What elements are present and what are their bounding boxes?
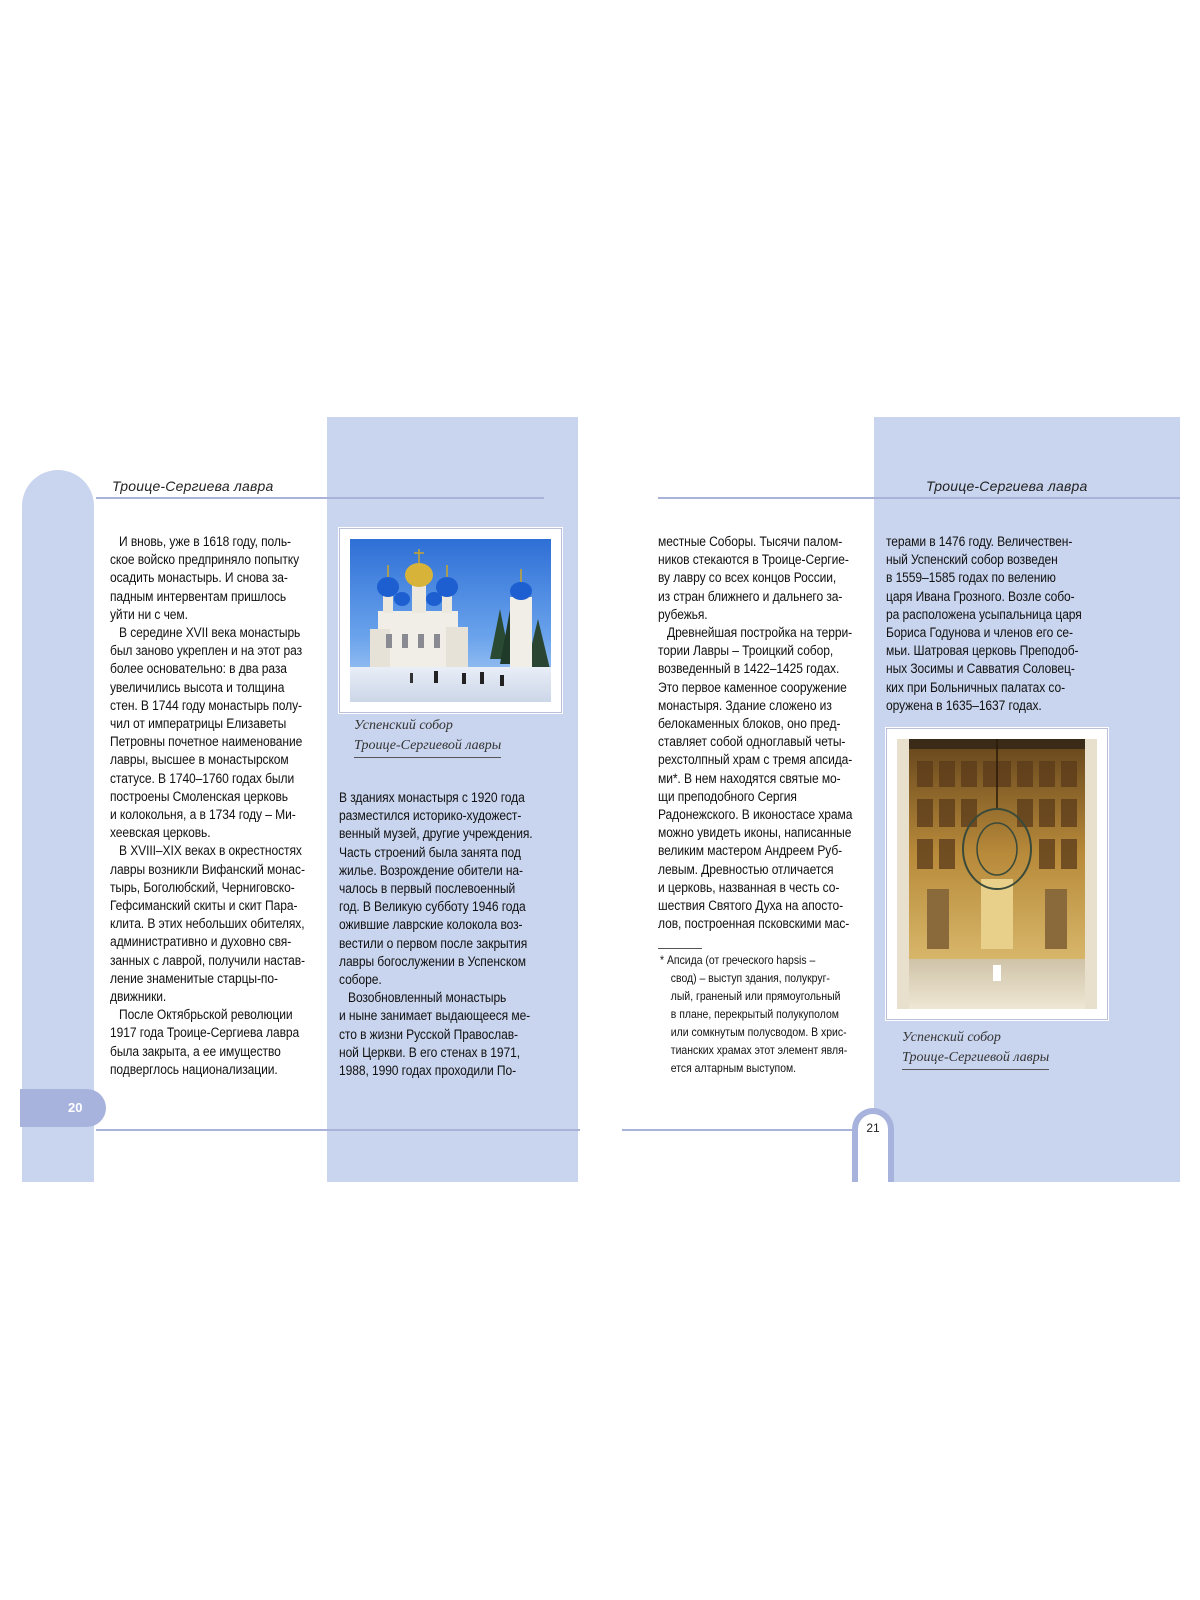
text-line: местные Соборы. Тысячи палом- <box>658 534 843 549</box>
text-line: построены Смоленская церковь <box>110 788 288 804</box>
text-line: чил от императрицы Елизаветы <box>110 716 287 732</box>
text-line: тианских храмах этот элемент явля- <box>670 1044 848 1057</box>
text-line: лавры возникли Вифанский монас- <box>110 861 305 877</box>
left-header-rule <box>96 497 544 499</box>
text-line: рубежья. <box>658 606 708 622</box>
text-line: щи преподобного Сергия <box>658 788 797 804</box>
text-line: был заново укреплен и на этот раз <box>110 643 303 659</box>
text-line: вестили о первом после закрытия <box>339 935 528 951</box>
caption-line-2: Троице-Сергиевой лавры <box>354 736 501 758</box>
text-line: сто в жизни Русской Православ- <box>339 1026 518 1042</box>
caption-line-1: Успенский собор <box>902 1030 1001 1045</box>
text-line: * Апсида (от греческого hapsis – <box>660 954 816 967</box>
text-line: лавры, высшее в монастырском <box>110 752 289 768</box>
text-line: движники. <box>110 989 167 1005</box>
text-line: ный Успенский собор возведен <box>886 552 1058 568</box>
text-line: терами в 1476 году. Величествен- <box>886 534 1073 549</box>
text-line: Возобновленный монастырь <box>348 990 507 1006</box>
text-line: ми*. В нем находятся святые мо- <box>658 770 841 786</box>
text-line: клита. В этих небольших обителях, <box>110 916 305 932</box>
text-line: лый, граненый или прямоугольный <box>670 990 841 1003</box>
text-line: В XVIII–XIX веках в окрестностях <box>119 843 302 859</box>
text-line: подверглось национализации. <box>110 1061 278 1077</box>
text-line: монастыря. Здание сложено из <box>658 697 832 713</box>
text-line: ставляет собой одноглавый четы- <box>658 734 846 750</box>
caption-line-1: Успенский собор <box>354 718 453 733</box>
text-line: соборе. <box>339 972 382 988</box>
footnote-rule <box>658 948 702 949</box>
text-line: занных с лаврой, получили настав- <box>110 952 305 968</box>
text-line: статусе. В 1740–1760 годах были <box>110 770 295 786</box>
text-line: ское войско предприняло попытку <box>110 552 300 568</box>
left-running-head: Троице-Сергиева лавра <box>112 478 274 494</box>
text-line: Петровны почетное наименование <box>110 734 303 750</box>
text-line: ра расположена усыпальница царя <box>886 606 1082 622</box>
caption-line-2: Троице-Сергиевой лавры <box>902 1048 1049 1070</box>
photo-frame-cathedral-interior <box>886 728 1108 1020</box>
photo-iconostasis <box>897 739 1097 1009</box>
left-page-number: 20 <box>20 1089 106 1127</box>
right-running-head: Троице-Сергиева лавра <box>926 478 1088 494</box>
text-line: из стран ближнего и дальнего за- <box>658 588 843 604</box>
text-line: ву лавру со всех концов России, <box>658 570 837 586</box>
text-line: 1917 года Троице-Сергиева лавра <box>110 1025 300 1041</box>
text-line: оружена в 1635–1637 годах. <box>886 697 1042 713</box>
text-line: разместился историко-художест- <box>339 808 522 824</box>
text-line: Радонежского. В иконостасе храма <box>658 807 853 823</box>
text-line: ников стекаются в Троице-Сергие- <box>658 552 849 568</box>
text-line: 1988, 1990 годах проходили По- <box>339 1063 517 1079</box>
text-line: царя Ивана Грозного. Возле собо- <box>886 588 1075 604</box>
left-page-column-1 <box>110 533 305 1079</box>
text-line: Это первое каменное сооружение <box>658 679 847 695</box>
text-line: стен. В 1744 году монастырь полу- <box>110 697 302 713</box>
text-line: После Октябрьской революции <box>119 1007 293 1023</box>
text-line: падным интервентам пришлось <box>110 588 287 604</box>
text-line: Древнейшая постройка на терри- <box>667 625 853 641</box>
text-line: более основательно: в два раза <box>110 661 287 677</box>
text-line: была закрыта, а ее имущество <box>110 1043 281 1059</box>
text-line: шествия Святого Духа на апосто- <box>658 898 844 914</box>
text-line: в плане, перекрытый полукуполом <box>670 1008 839 1021</box>
text-line: можно увидеть иконы, написанные <box>658 825 852 841</box>
photo-frame-cathedral-exterior <box>339 528 562 713</box>
text-line: Часть строений была занята под <box>339 844 521 860</box>
left-footer-rule <box>96 1129 580 1131</box>
right-page-column-1 <box>658 533 852 933</box>
text-line: тории Лавры – Троицкий собор, <box>658 643 834 659</box>
text-line: уйти ни с чем. <box>110 606 188 622</box>
text-line: В зданиях монастыря с 1920 года <box>339 790 525 805</box>
left-page-column-2 <box>339 789 533 1080</box>
left-margin-tab <box>22 470 94 1182</box>
text-line: И вновь, уже в 1618 году, поль- <box>119 534 291 549</box>
text-line: белокаменных блоков, оно пред- <box>658 716 841 732</box>
text-line: мьи. Шатровая церковь Преподоб- <box>886 643 1079 659</box>
right-header-rule <box>658 497 1180 499</box>
text-line: год. В Великую субботу 1946 года <box>339 899 526 915</box>
footnote-apsida <box>660 952 847 1078</box>
right-footer-rule <box>622 1129 854 1131</box>
photo-cathedral-exterior <box>350 539 551 702</box>
text-line: осадить монастырь. И снова за- <box>110 570 288 586</box>
text-line: или сомкнутым полусводом. В хрис- <box>670 1026 847 1039</box>
right-page-column-2 <box>886 533 1082 715</box>
text-line: лов, построенная псковскими мас- <box>658 916 850 932</box>
text-line: ной Церкви. В его стенах в 1971, <box>339 1044 521 1060</box>
text-line: хеевская церковь. <box>110 825 211 841</box>
text-line: В середине XVII века монастырь <box>119 625 301 641</box>
text-line: чалось в первый послевоенный <box>339 881 516 897</box>
text-line: рехстолпный храм с тремя апсида- <box>658 752 853 768</box>
text-line: и ныне занимает выдающееся ме- <box>339 1008 531 1024</box>
text-line: и церковь, названная в честь со- <box>658 879 840 895</box>
text-line: ких при Больничных палатах со- <box>886 679 1066 695</box>
text-line: ление знаменитые старцы-по- <box>110 970 278 986</box>
text-line: ется алтарным выступом. <box>670 1062 797 1075</box>
text-line: тырь, Боголюбский, Черниговско- <box>110 879 295 895</box>
caption-cathedral-exterior <box>354 716 501 758</box>
text-line: ных Зосимы и Савватия Соловец- <box>886 661 1075 677</box>
text-line: ожившие лаврские колокола воз- <box>339 917 523 933</box>
text-line: свод) – выступ здания, полукруг- <box>670 972 830 985</box>
text-line: венный музей, другие учреждения. <box>339 826 533 842</box>
right-page-number: 21 <box>858 1114 888 1182</box>
text-line: и колокольня, а в 1734 году – Ми- <box>110 807 296 823</box>
text-line: возведенный в 1422–1425 годах. <box>658 661 840 677</box>
text-line: великим мастером Андреем Руб- <box>658 843 843 859</box>
text-line: административно и духовно свя- <box>110 934 292 950</box>
text-line: левым. Древностью отличается <box>658 861 834 877</box>
text-line: Гефсиманский скиты и скит Пара- <box>110 898 298 914</box>
text-line: увеличились высота и толщина <box>110 679 285 695</box>
text-line: лавры богослужении в Успенском <box>339 953 526 969</box>
text-line: в 1559–1585 годах по велению <box>886 570 1056 586</box>
text-line: жилье. Возрождение обители на- <box>339 862 523 878</box>
caption-cathedral-interior <box>902 1028 1049 1070</box>
text-line: Бориса Годунова и членов его се- <box>886 625 1073 641</box>
